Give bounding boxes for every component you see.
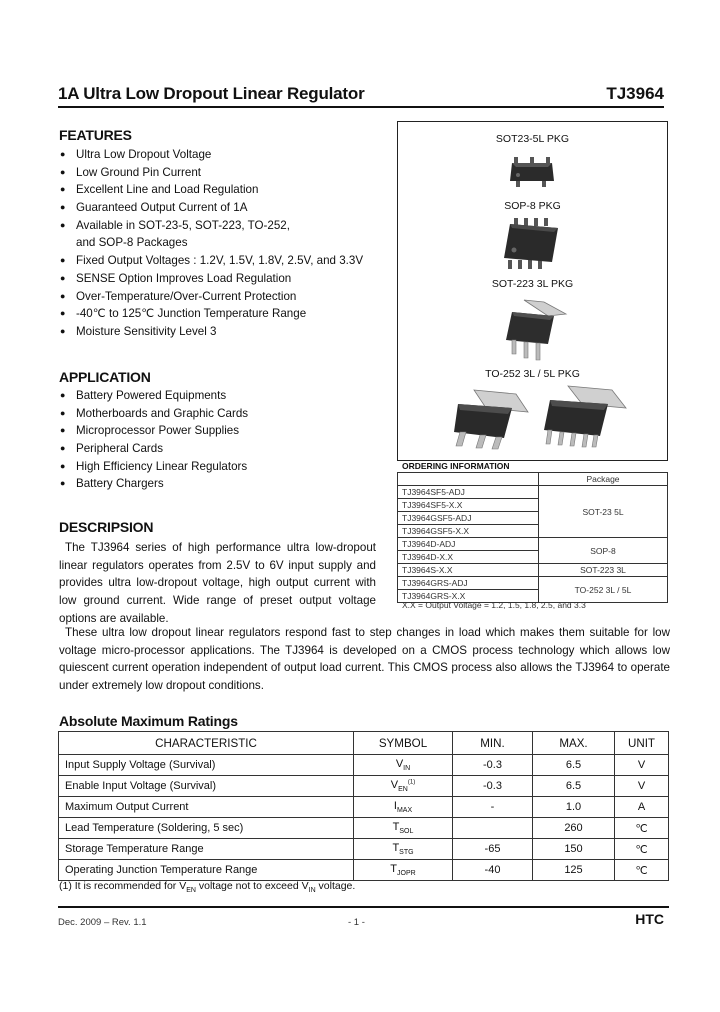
ordering-part: TJ3964SF5-ADJ bbox=[398, 486, 539, 499]
features-heading: FEATURES bbox=[59, 127, 132, 143]
feature-item bbox=[60, 252, 363, 270]
feature-text: -40℃ to 125℃ Junction Temperature Range bbox=[76, 307, 307, 321]
rating-min: -40 bbox=[453, 860, 533, 881]
col-unit: UNIT bbox=[615, 732, 669, 755]
ordering-package: SOT-223 3L bbox=[539, 564, 668, 577]
feature-text: Ultra Low Dropout Voltage bbox=[76, 148, 212, 161]
ordering-table bbox=[397, 472, 668, 603]
feature-item bbox=[60, 234, 363, 252]
rating-max: 125 bbox=[533, 860, 615, 881]
table-header-row bbox=[59, 732, 669, 755]
feature-item bbox=[60, 164, 363, 182]
ordering-part: TJ3964D-X.X bbox=[398, 551, 539, 564]
ratings-heading: Absolute Maximum Ratings bbox=[59, 713, 238, 729]
rating-unit: V bbox=[615, 776, 669, 797]
table-row bbox=[398, 473, 668, 486]
col-max: MAX. bbox=[533, 732, 615, 755]
feature-text: Moisture Sensitivity Level 3 bbox=[76, 324, 217, 338]
part-number: TJ3964 bbox=[606, 84, 664, 103]
rating-unit: V bbox=[615, 755, 669, 776]
application-text: High Efficiency Linear Regulators bbox=[76, 459, 248, 473]
sot223-package-image bbox=[504, 298, 570, 364]
feature-item bbox=[60, 288, 363, 306]
bullet-icon: ● bbox=[60, 390, 66, 400]
feature-text: SENSE Option Improves Load Regulation bbox=[76, 271, 292, 285]
rating-characteristic: Input Supply Voltage (Survival) bbox=[59, 755, 354, 776]
feature-item bbox=[60, 181, 363, 199]
ordering-part: TJ3964S-X.X bbox=[398, 564, 539, 577]
rating-unit: ℃ bbox=[615, 860, 669, 881]
table-row bbox=[398, 577, 668, 590]
bullet-icon: ● bbox=[60, 166, 66, 177]
rating-max: 260 bbox=[533, 818, 615, 839]
document-title: 1A Ultra Low Dropout Linear Regulator bbox=[58, 84, 365, 103]
ordering-package: TO-252 3L / 5L bbox=[539, 577, 668, 603]
description-paragraph-2: These ultra low dropout linear regulators respond fast to step changes in load which makes them suitable for low voltage micro-processor applications. The TJ3964 is developed on a CMOS process technology which allows low quiescent current operation independent of output load current. This CMOS process also allows the TJ3964 to operate under extremely low dropout conditions. bbox=[59, 626, 670, 693]
rating-characteristic: Maximum Output Current bbox=[59, 797, 354, 818]
bullet-icon: ● bbox=[60, 325, 66, 336]
feature-text: and SOP-8 Packages bbox=[76, 236, 188, 250]
package-header: Package bbox=[539, 473, 668, 486]
rating-unit: ℃ bbox=[615, 839, 669, 860]
rating-symbol: $T_{SOL}$ bbox=[354, 818, 453, 839]
rating-symbol: $I_{MAX}$ bbox=[354, 797, 453, 818]
table-row bbox=[59, 839, 669, 860]
ratings-footnote: (1) It is recommended for $V_{EN}$ voltage not to exceed $V_{IN}$ voltage. bbox=[59, 880, 356, 895]
feature-item bbox=[60, 146, 363, 164]
rating-min: -0.3 bbox=[453, 776, 533, 797]
to252-label: TO-252 3L / 5L PKG bbox=[485, 368, 580, 380]
col-characteristic: CHARACTERISTIC bbox=[59, 732, 354, 755]
feature-item bbox=[60, 270, 363, 288]
ordering-information-title: ORDERING INFORMATION bbox=[402, 461, 510, 471]
application-item bbox=[60, 458, 248, 476]
rating-characteristic: Storage Temperature Range bbox=[59, 839, 354, 860]
application-item bbox=[60, 405, 248, 423]
feature-text: Excellent Line and Load Regulation bbox=[76, 183, 259, 197]
application-item bbox=[60, 440, 248, 458]
rating-symbol: $T_{STG}$ bbox=[354, 839, 453, 860]
bullet-icon: ● bbox=[60, 407, 66, 418]
footer-revision: Dec. 2009 – Rev. 1.1 bbox=[58, 917, 147, 928]
description-heading: DESCRIPSION bbox=[59, 519, 154, 535]
ordering-part: TJ3964GSF5-ADJ bbox=[398, 512, 539, 525]
ordering-part: TJ3964GRS-ADJ bbox=[398, 577, 539, 590]
page-header bbox=[58, 84, 664, 108]
feature-item bbox=[60, 305, 363, 323]
table-row bbox=[398, 486, 668, 499]
feature-text: Low Ground Pin Current bbox=[76, 165, 202, 179]
rating-symbol: $V_{EN}^{(1)}$ bbox=[354, 776, 453, 797]
feature-item bbox=[60, 217, 363, 235]
bullet-icon: ● bbox=[60, 443, 66, 454]
brand-logo-text: HTC bbox=[635, 911, 664, 927]
table-row bbox=[398, 538, 668, 551]
application-text: Microprocessor Power Supplies bbox=[76, 424, 240, 438]
table-row bbox=[398, 564, 668, 577]
bullet-icon: ● bbox=[60, 149, 66, 159]
page-number: - 1 - bbox=[348, 917, 365, 928]
table-row bbox=[59, 818, 669, 839]
sop8-label: SOP-8 PKG bbox=[504, 200, 561, 212]
rating-symbol: $V_{IN}$ bbox=[354, 755, 453, 776]
feature-item bbox=[60, 323, 363, 341]
rating-max: 6.5 bbox=[533, 755, 615, 776]
application-item bbox=[60, 422, 248, 440]
description-paragraph-1: The TJ3964 series of high performance ultra low-dropout linear regulators operates from 2.5V to 6V input supply and provides ultra low-dropout voltage, high output current with low ground current. Wide range of preset output voltage options are available. bbox=[59, 541, 376, 625]
rating-min: - bbox=[453, 797, 533, 818]
bullet-icon: ● bbox=[60, 290, 66, 301]
rating-characteristic: Operating Junction Temperature Range bbox=[59, 860, 354, 881]
feature-text: Guaranteed Output Current of 1A bbox=[76, 201, 248, 215]
sot23-5l-package-image bbox=[508, 155, 556, 189]
application-text: Battery Chargers bbox=[76, 477, 164, 491]
to252-5l-package-image bbox=[542, 384, 630, 448]
application-text: Battery Powered Equipments bbox=[76, 389, 227, 402]
bullet-icon: ● bbox=[60, 308, 66, 319]
rating-min bbox=[453, 818, 533, 839]
feature-text: Available in SOT-23-5, SOT-223, TO-252, bbox=[76, 218, 290, 232]
application-item bbox=[60, 475, 248, 493]
rating-unit: A bbox=[615, 797, 669, 818]
rating-min: -0.3 bbox=[453, 755, 533, 776]
feature-text: Over-Temperature/Over-Current Protection bbox=[76, 289, 297, 303]
application-text: Motherboards and Graphic Cards bbox=[76, 406, 249, 420]
rating-max: 150 bbox=[533, 839, 615, 860]
feature-item bbox=[60, 199, 363, 217]
bullet-icon: ● bbox=[60, 184, 66, 195]
bullet-icon: ● bbox=[60, 272, 66, 283]
sot223-label: SOT-223 3L PKG bbox=[491, 278, 574, 290]
ordering-part: TJ3964GSF5-X.X bbox=[398, 525, 539, 538]
part-number-header-cell bbox=[398, 473, 539, 486]
table-row bbox=[59, 776, 669, 797]
table-row bbox=[59, 755, 669, 776]
ordering-part: TJ3964GRS-X.X bbox=[398, 590, 539, 603]
rating-unit: ℃ bbox=[615, 818, 669, 839]
ratings-table bbox=[58, 731, 669, 881]
table-row bbox=[59, 860, 669, 881]
ordering-package: SOT-23 5L bbox=[539, 486, 668, 538]
application-list bbox=[60, 387, 248, 493]
rating-characteristic: Enable Input Voltage (Survival) bbox=[59, 776, 354, 797]
rating-symbol: $T_{JOPR}$ bbox=[354, 860, 453, 881]
feature-text: Fixed Output Voltages : 1.2V, 1.5V, 1.8V, 2.5V, and 3.3V bbox=[76, 254, 364, 268]
col-symbol: SYMBOL bbox=[354, 732, 453, 755]
bullet-icon: ● bbox=[60, 478, 66, 489]
table-row bbox=[59, 797, 669, 818]
sop8-package-image bbox=[500, 218, 564, 270]
sot23-5l-label: SOT23-5L PKG bbox=[495, 133, 570, 145]
ordering-package: SOP-8 bbox=[539, 538, 668, 564]
bullet-icon: ● bbox=[60, 255, 66, 266]
features-list bbox=[60, 146, 363, 341]
bullet-icon: ● bbox=[60, 425, 66, 436]
rating-max: 6.5 bbox=[533, 776, 615, 797]
application-text: Peripheral Cards bbox=[76, 442, 163, 456]
ordering-part: TJ3964D-ADJ bbox=[398, 538, 539, 551]
bullet-icon: ● bbox=[60, 460, 66, 471]
footer-divider bbox=[58, 906, 669, 908]
rating-max: 1.0 bbox=[533, 797, 615, 818]
ordering-note: X.X = Output Voltage = 1.2, 1.5, 1.8, 2.5, and 3.3 bbox=[402, 600, 586, 610]
col-min: MIN. bbox=[453, 732, 533, 755]
package-illustrations bbox=[397, 121, 668, 461]
application-item bbox=[60, 387, 248, 405]
rating-characteristic: Lead Temperature (Soldering, 5 sec) bbox=[59, 818, 354, 839]
rating-min: -65 bbox=[453, 839, 533, 860]
to252-3l-package-image bbox=[452, 388, 532, 450]
bullet-icon: ● bbox=[60, 219, 66, 230]
ordering-part: TJ3964SF5-X.X bbox=[398, 499, 539, 512]
application-heading: APPLICATION bbox=[59, 369, 151, 385]
bullet-icon: ● bbox=[60, 202, 66, 213]
